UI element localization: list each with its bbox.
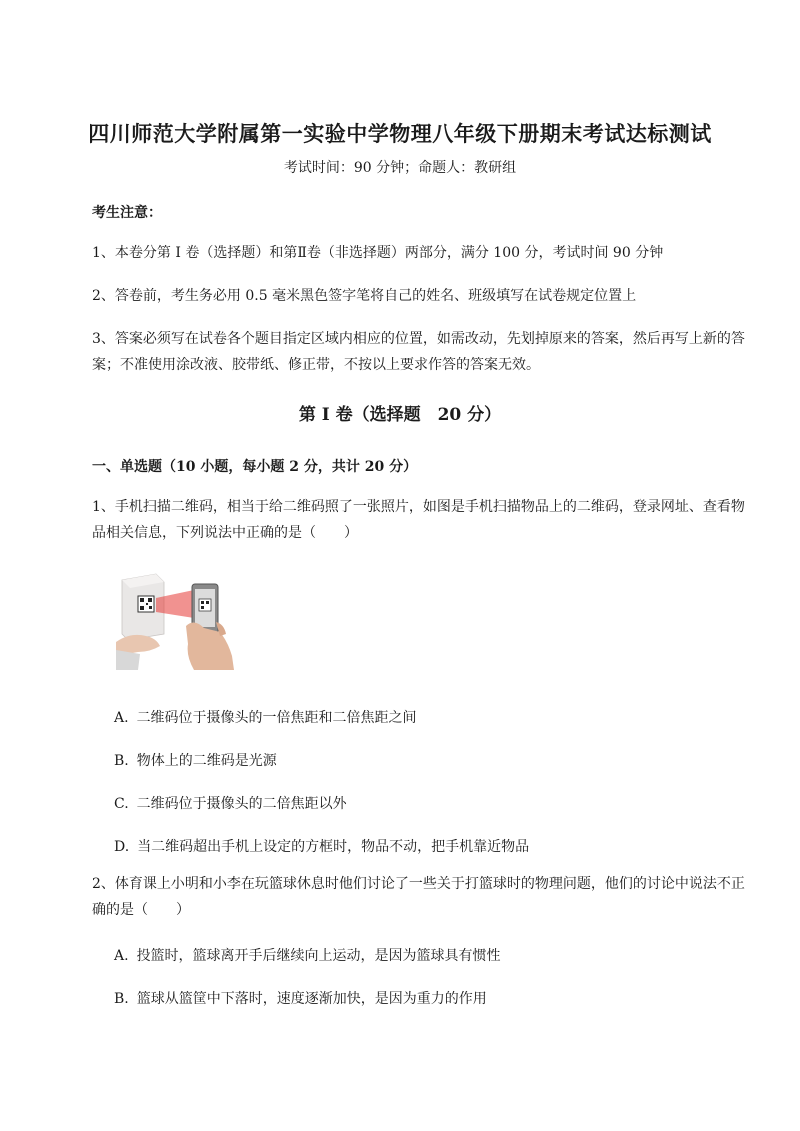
question-stem: 2、体育课上小明和小李在玩篮球休息时他们讨论了一些关于打篮球时的物理问题，他们的讨论中说法不正确的是（ ） [92,876,745,918]
section-title: 第 I 卷（选择题 20 分） [298,405,502,425]
notice-heading: 考生注意： [92,205,162,221]
option-text: 二维码位于摄像头的一倍焦距和二倍焦距之间 [136,710,417,726]
option-letter: A. [114,948,129,964]
option-text: 篮球从篮筐中下落时，速度逐渐加快，是因为重力的作用 [136,991,487,1007]
option-text: 当二维码超出手机上设定的方框时，物品不动，把手机靠近物品 [137,839,530,855]
option-letter: C. [114,796,129,812]
option-letter: D. [114,839,130,855]
option-text: 物体上的二维码是光源 [136,753,277,769]
question-stem: 1、手机扫描二维码，相当于给二维码照了一张照片，如图是手机扫描物品上的二维码，登录网址、查看物品相关信息，下列说法中正确的是（ ） [92,499,745,541]
exam-subtitle: 考试时间：90 分钟；命题人：教研组 [283,160,517,176]
qr-scan-figure [116,572,236,670]
notice-item: 2、答卷前，考生务必用 0.5 毫米黑色签字笔将自己的姓名、班级填写在试卷规定位置上 [92,288,637,304]
option-c[interactable] [114,793,347,813]
exam-title: 四川师范大学附属第一实验中学物理八年级下册期末考试达标测试 [88,121,712,146]
option-b[interactable] [114,750,277,770]
option-letter: B. [114,753,129,769]
option-letter: B. [114,991,129,1007]
option-a[interactable] [114,945,501,965]
option-b[interactable] [114,988,487,1008]
option-text: 二维码位于摄像头的二倍焦距以外 [136,796,347,812]
option-d[interactable] [114,836,529,856]
notice-item: 1、本卷分第 I 卷（选择题）和第Ⅱ卷（非选择题）两部分，满分 100 分，考试时间 90 分钟 [92,245,664,261]
question-group-title: 一、单选题（10 小题，每小题 2 分，共计 20 分） [92,459,418,475]
option-a[interactable] [114,707,417,727]
phone-scanning-qr-code-icon [116,572,236,670]
notice-item: 3、答案必须写在试卷各个题目指定区域内相应的位置，如需改动，先划掉原来的答案，然后再写上新的答案；不准使用涂改液、胶带纸、修正带，不按以上要求作答的答案无效。 [92,331,745,373]
option-text: 投篮时，篮球离开手后继续向上运动，是因为篮球具有惯性 [136,948,501,964]
option-letter: A. [114,710,129,726]
